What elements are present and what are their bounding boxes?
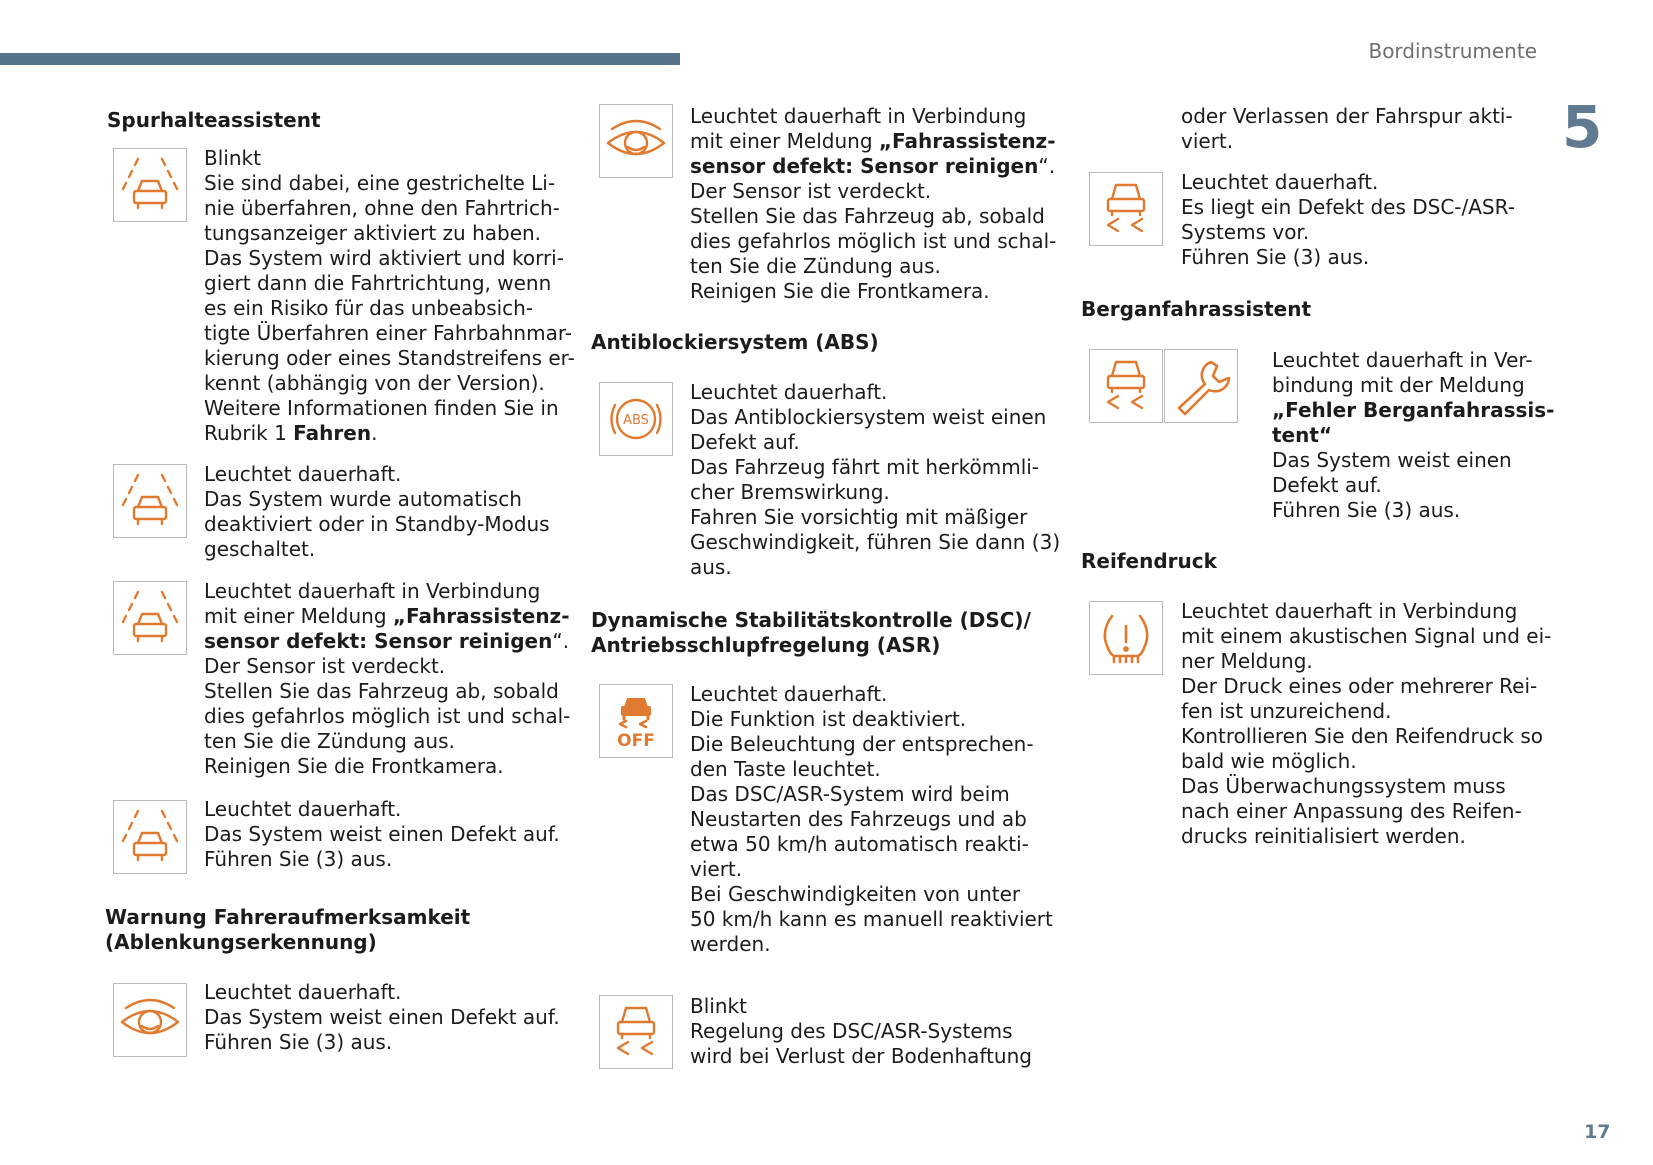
lane-car-icon	[113, 148, 187, 222]
dsc-off-icon	[599, 684, 673, 758]
heading-driver-attention: Warnung Fahreraufmerksamkeit (Ablenkungserkennung)	[105, 905, 471, 954]
heading-tire-pressure: Reifendruck	[1081, 549, 1217, 573]
heading-hill-start: Berganfahrassistent	[1081, 297, 1312, 321]
chapter-number: 5	[1562, 93, 1603, 161]
lane-car-icon	[113, 464, 187, 538]
lane-sensor-text: Leuchtet dauerhaft in Verbindung mit einer Meldung „Fahrassistenz- sensor defekt: Sensor reinigen“. Der Sensor ist verdeckt. Stellen Sie das Fahrzeug ab, sobald dies gefahrlos möglich ist und schal- ten Sie die Zündung aus. Reinigen Sie die Frontkamera.	[204, 579, 571, 778]
dsc-blink-text: Blinkt Regelung des DSC/ASR-Systems wird bei Verlust der Bodenhaftung	[690, 994, 1032, 1068]
wrench-icon	[1164, 349, 1238, 423]
lane-car-icon	[113, 800, 187, 874]
attention-defect-text: Leuchtet dauerhaft. Das System weist einen Defekt auf. Führen Sie (3) aus.	[204, 980, 560, 1054]
lane-blink-text: Blinkt Sie sind dabei, eine gestrichelte Li- nie überfahren, ohne den Fahrtrich- tungsanzeiger aktiviert zu haben. Das System wird aktiviert und korri- giert dann die Fahrtrichtung, wenn es ein Risiko für das unbeabsich- tigte Überfahren einer Fahrbahnmar- kierung oder eines Standstreifens er- kennt (abhängig von der Version). Weitere Informationen finden Sie in Rubrik 1 Fahren.	[204, 146, 575, 445]
skid-car-icon	[599, 995, 673, 1069]
dsc-off-text: Leuchtet dauerhaft. Die Funktion ist deaktiviert. Die Beleuchtung der entsprechen- den Taste leuchtet. Das DSC/ASR-System wird beim Neustarten des Fahrzeugs und ab etwa 50 km/h automatisch reakti- viert. Bei Geschwindigkeiten von unter 50 km/h kann es manuell reaktiviert werden.	[690, 682, 1053, 956]
hill-start-text: Leuchtet dauerhaft in Ver- bindung mit der Meldung „Fehler Berganfahrassis- tent“ Das System weist einen Defekt auf. Führen Sie (3) aus.	[1272, 348, 1555, 522]
lane-car-icon	[113, 581, 187, 655]
page-number: 17	[1584, 1121, 1611, 1143]
tire-pressure-icon	[1089, 601, 1163, 675]
heading-lane-assist: Spurhalteassistent	[107, 108, 321, 132]
heading-abs: Antiblockiersystem (ABS)	[591, 330, 879, 354]
header-bar	[0, 53, 680, 65]
section-title: Bordinstrumente	[1368, 39, 1537, 63]
dsc-blink-continued: oder Verlassen der Fahrspur akti- viert.	[1181, 104, 1513, 153]
abs-defect-text: Leuchtet dauerhaft. Das Antiblockiersystem weist einen Defekt auf. Das Fahrzeug fährt mit herkömmli- cher Bremswirkung. Fahren Sie vorsichtig mit mäßiger Geschwindigkeit, führen Sie dann (3) aus.	[690, 380, 1061, 579]
skid-car-icon	[1089, 349, 1163, 423]
attention-sensor-text: Leuchtet dauerhaft in Verbindung mit einer Meldung „Fahrassistenz- sensor defekt: Sensor reinigen“. Der Sensor ist verdeckt. Stellen Sie das Fahrzeug ab, sobald dies gefahrlos möglich ist und schal- ten Sie die Zündung aus. Reinigen Sie die Frontkamera.	[690, 104, 1057, 303]
eye-icon	[113, 983, 187, 1057]
tire-pressure-text: Leuchtet dauerhaft in Verbindung mit einem akustischen Signal und ei- ner Meldung. Der Druck eines oder mehrerer Rei- fen ist unzureichend. Kontrollieren Sie den Reifendruck so bald wie möglich. Das Überwachungssystem muss nach einer Anpassung des Reifen- drucks reinitialisiert werden.	[1181, 599, 1552, 848]
lane-standby-text: Leuchtet dauerhaft. Das System wurde automatisch deaktiviert oder in Standby-Modus geschaltet.	[204, 462, 550, 561]
dsc-off-label: OFF	[617, 731, 655, 751]
abs-icon	[599, 382, 673, 456]
lane-defect-text: Leuchtet dauerhaft. Das System weist einen Defekt auf. Führen Sie (3) aus.	[204, 797, 560, 871]
eye-icon	[599, 104, 673, 178]
abs-icon-label: ABS	[623, 413, 649, 428]
heading-dsc: Dynamische Stabilitätskontrolle (DSC)/ Antriebsschlupfregelung (ASR)	[591, 608, 1031, 657]
dsc-defect-text: Leuchtet dauerhaft. Es liegt ein Defekt des DSC-/ASR- Systems vor. Führen Sie (3) aus.	[1181, 170, 1515, 269]
skid-car-icon	[1089, 172, 1163, 246]
